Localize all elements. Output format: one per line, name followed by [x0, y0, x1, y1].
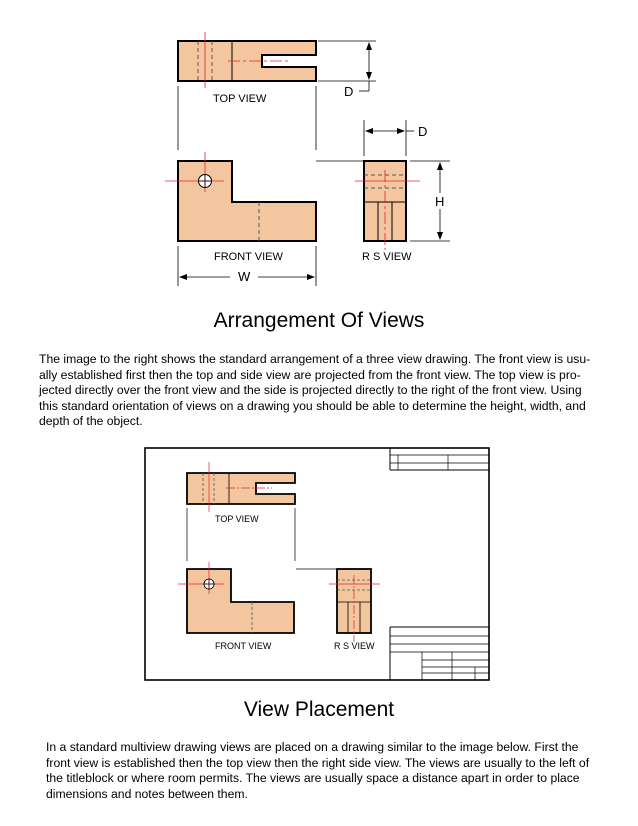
- side-view-label: R S VIEW: [334, 641, 375, 651]
- top-view-shape: [178, 41, 316, 81]
- section2-title: View Placement: [243, 698, 395, 721]
- section1-line: jected directly over the front view and the side is projected directly to the right of the front view. Using: [39, 383, 582, 397]
- dim-width-label: W: [238, 269, 251, 284]
- front-view-shape: [178, 161, 316, 241]
- front-view-label: FRONT VIEW: [214, 251, 283, 263]
- view-placement-diagram: [0, 440, 638, 690]
- dim-depth-side-label: D: [418, 124, 428, 139]
- side-view-label: R S VIEW: [362, 251, 412, 263]
- section1-line: this standard orientation of views on a drawing you should be able to determine the height, width, and: [39, 398, 586, 413]
- section2-line: front view is established then the top view then the right side view. The views are usually to the left of: [46, 755, 590, 770]
- front-view-label: FRONT VIEW: [215, 641, 272, 651]
- section1-line: depth of the object.: [39, 414, 143, 428]
- section1-line: The image to the right shows the standard arrangement of a three view drawing. The front view is usu-: [39, 352, 591, 366]
- dim-depth-label: D: [344, 84, 354, 99]
- top-view-label: TOP VIEW: [215, 514, 259, 524]
- section1-line: ally established first then the top and side view are projected from the front view. The top view is pro-: [39, 367, 581, 382]
- section2-line: dimensions and notes between them.: [46, 786, 248, 801]
- top-view-label: TOP VIEW: [213, 93, 267, 105]
- section2-line: In a standard multiview drawing views are placed on a drawing similar to the image below. First the: [46, 740, 579, 754]
- section1-paragraph: [39, 352, 607, 430]
- section1-title: Arrangement Of Views: [213, 309, 425, 332]
- dim-height-label: H: [435, 194, 445, 209]
- section2-paragraph: [46, 740, 608, 802]
- section2-line: the titleblock or where room permits. The views are usually space a distance apart in order to place: [46, 771, 580, 785]
- three-view-arrangement-diagram: [0, 0, 638, 300]
